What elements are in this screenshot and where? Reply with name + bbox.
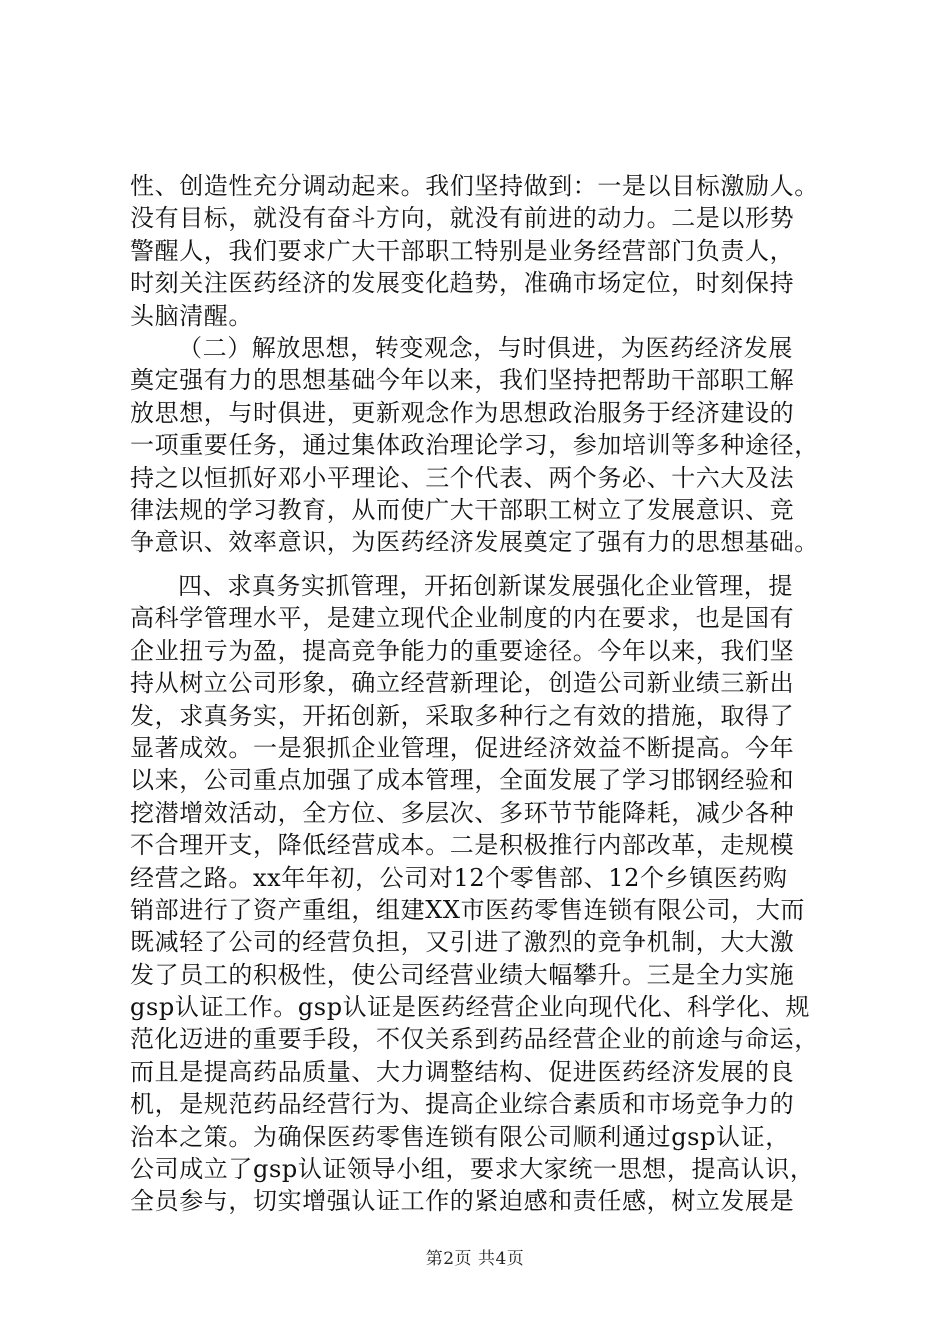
- text-line: 放思想，与时俱进，更新观念作为思想政治服务于经济建设的: [130, 398, 795, 427]
- text-line: 经营之路。xx年年初，公司对12个零售部、12个乡镇医药购: [130, 863, 788, 892]
- text-line: 时刻关注医药经济的发展变化趋势，准确市场定位，时刻保持: [130, 269, 795, 298]
- text-line: 警醒人，我们要求广大干部职工特别是业务经营部门负责人，: [130, 236, 795, 265]
- paragraph-block-1: [130, 170, 830, 559]
- text-line: 治本之策。为确保医药零售连锁有限公司顺利通过gsp认证，: [130, 1122, 790, 1151]
- text-line: 销部进行了资产重组，组建XX市医药零售连锁有限公司，大而: [130, 895, 805, 924]
- text-line: 显著成效。一是狠抓企业管理，促进经济效益不断提高。今年: [130, 733, 795, 762]
- paragraph-block-2: [130, 570, 830, 1218]
- text-line: 发了员工的积极性，使公司经营业绩大幅攀升。三是全力实施: [130, 960, 795, 989]
- text-line: 高科学管理水平，是建立现代企业制度的内在要求，也是国有: [130, 604, 795, 633]
- page-number-label: 第2页 共4页: [425, 1249, 525, 1269]
- text-line: 挖潜增效活动，全方位、多层次、多环节节能降耗，减少各种: [130, 798, 795, 827]
- page-footer: [0, 1244, 950, 1269]
- text-line: 争意识、效率意识，为医药经济发展奠定了强有力的思想基础。: [130, 528, 819, 557]
- text-line: 奠定强有力的思想基础今年以来，我们坚持把帮助干部职工解: [130, 366, 795, 395]
- text-line: 性、创造性充分调动起来。我们坚持做到：一是以目标激励人。: [130, 172, 819, 200]
- text-line: 公司成立了gsp认证领导小组，要求大家统一思想，提高认识，: [130, 1155, 815, 1184]
- text-line: 持之以恒抓好邓小平理论、三个代表、两个务必、十六大及法: [130, 463, 795, 492]
- text-line: 企业扭亏为盈，提高竞争能力的重要途径。今年以来，我们坚: [130, 636, 795, 665]
- text-line: 而且是提高药品质量、大力调整结构、促进医药经济发展的良: [130, 1057, 795, 1086]
- text-line: gsp认证工作。gsp认证是医药经营企业向现代化、科学化、规: [130, 993, 811, 1022]
- section-heading-line: 四、求真务实抓管理，开拓创新谋发展强化企业管理，提: [178, 572, 793, 600]
- text-line: 全员参与，切实增强认证工作的紧迫感和责任感，树立发展是: [130, 1187, 795, 1216]
- text-line: 机，是规范药品经营行为、提高企业综合素质和市场竞争力的: [130, 1090, 795, 1119]
- text-line: 头脑清醒。: [130, 301, 253, 330]
- text-line: 发，求真务实，开拓创新，采取多种行之有效的措施，取得了: [130, 701, 795, 730]
- section-heading-line: （二）解放思想，转变观念，与时俱进，为医药经济发展: [178, 333, 793, 362]
- text-line: 以来，公司重点加强了成本管理，全面发展了学习邯钢经验和: [130, 766, 795, 795]
- text-line: 持从树立公司形象，确立经营新理论，创造公司新业绩三新出: [130, 669, 795, 698]
- text-line: 不合理开支，降低经营成本。二是积极推行内部改革，走规模: [130, 831, 795, 860]
- text-line: 没有目标，就没有奋斗方向，就没有前进的动力。二是以形势: [130, 204, 795, 233]
- text-line: 律法规的学习教育，从而使广大干部职工树立了发展意识、竞: [130, 495, 795, 524]
- text-line: 一项重要任务，通过集体政治理论学习，参加培训等多种途径，: [130, 431, 819, 460]
- text-line: 既减轻了公司的经营负担，又引进了激烈的竞争机制，大大激: [130, 928, 795, 957]
- text-line: 范化迈进的重要手段，不仅关系到药品经营企业的前途与命运，: [130, 1025, 819, 1054]
